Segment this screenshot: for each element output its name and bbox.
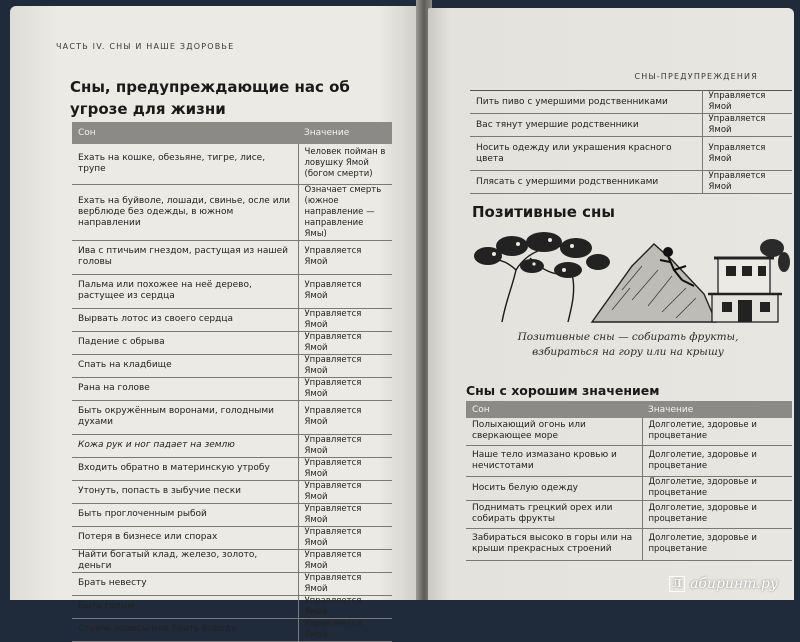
- table-row: [72, 480, 392, 503]
- column-header-meaning: Значение: [298, 122, 392, 144]
- meaning-cell: Управляется Ямой: [298, 480, 392, 503]
- dream-cell: Ива с птичьим гнездом, растущая из нашей головы: [72, 240, 298, 274]
- dream-cell: Падение с обрыва: [72, 331, 298, 354]
- meaning-cell: Управляется Ямой: [702, 171, 792, 194]
- right-page: [428, 8, 794, 600]
- dream-cell: Наше тело измазано кровью и нечистотами: [466, 445, 642, 476]
- dream-cell: Кожа рук и ног падает на землю: [72, 434, 298, 457]
- illustration-tree-mountain-house-icon: [472, 230, 790, 326]
- positive-dreams-title: Позитивные сны: [472, 203, 615, 221]
- dream-cell: Забираться высоко в горы или на крыши прекрасных строений: [466, 528, 642, 560]
- dream-cell: Найти богатый клад, железо, золото, деньги: [72, 549, 298, 572]
- table-row: [72, 549, 392, 572]
- column-header-meaning: Значение: [642, 401, 792, 418]
- meaning-cell: Долголетие, здоровье и процветание: [642, 476, 792, 500]
- good-dreams-title: Сны с хорошим значением: [466, 383, 660, 398]
- table-row: [466, 528, 792, 560]
- column-header-dream: Сон: [466, 401, 642, 418]
- table-row: [72, 184, 392, 240]
- running-head-right: СНЫ-ПРЕДУПРЕЖДЕНИЯ: [634, 72, 758, 81]
- meaning-cell: Долголетие, здоровье и процветание: [642, 500, 792, 528]
- table-row: [72, 572, 392, 595]
- good-dreams-table: [466, 401, 792, 561]
- table-row: [470, 171, 792, 194]
- meaning-cell: Управляется Ямой: [298, 377, 392, 400]
- labirint-logo-icon: Л: [669, 576, 685, 592]
- dream-cell: Быть голым: [72, 595, 298, 618]
- dream-cell: Стричь волосы или брить бороду: [72, 618, 298, 641]
- table-row: [72, 400, 392, 434]
- table-row: [72, 144, 392, 184]
- illustration-caption: [468, 330, 788, 360]
- meaning-cell: Управляется Ямой: [298, 618, 392, 641]
- table-row: [466, 500, 792, 528]
- labirint-watermark: [669, 576, 778, 592]
- table-row: [470, 91, 792, 114]
- column-header-dream: Сон: [72, 122, 298, 144]
- dream-cell: Рана на голове: [72, 377, 298, 400]
- meaning-cell: Долголетие, здоровье и процветание: [642, 528, 792, 560]
- dream-cell: Пальма или похожее на неё дерево, растущее из сердца: [72, 274, 298, 308]
- meaning-cell: Управляется Ямой: [298, 400, 392, 434]
- caption-line-2: взбираться на гору или на крышу: [532, 346, 724, 358]
- meaning-cell: Управляется Ямой: [298, 457, 392, 480]
- table-row: [72, 354, 392, 377]
- dream-cell: Быть проглоченным рыбой: [72, 503, 298, 526]
- meaning-cell: Долголетие, здоровье и процветание: [642, 418, 792, 445]
- meaning-cell: Управляется Ямой: [298, 308, 392, 331]
- meaning-cell: Долголетие, здоровье и процветание: [642, 445, 792, 476]
- table-row: [72, 503, 392, 526]
- meaning-cell: Управляется Ямой: [298, 331, 392, 354]
- dream-cell: Пить пиво с умершими родственниками: [470, 91, 702, 114]
- dream-cell: Ехать на кошке, обезьяне, тигре, лисе, трупе: [72, 144, 298, 184]
- table-row: [466, 418, 792, 445]
- watermark-text: абиринт.ру: [690, 576, 778, 592]
- meaning-cell: Управляется Ямой: [298, 274, 392, 308]
- meaning-cell: Управляется Ямой: [298, 240, 392, 274]
- table-row: [466, 445, 792, 476]
- dream-cell: Вас тянут умершие родственники: [470, 114, 702, 137]
- table-row: [466, 476, 792, 500]
- meaning-cell: Управляется Ямой: [298, 434, 392, 457]
- warning-dreams-table-continued: [470, 90, 792, 194]
- meaning-cell: Человек пойман в ловушку Ямой (богом смерти): [298, 144, 392, 184]
- dream-cell: Брать невесту: [72, 572, 298, 595]
- dream-cell: Ехать на буйволе, лошади, свинье, осле или верблюде без одежды, в южном направлении: [72, 184, 298, 240]
- meaning-cell: Управляется Ямой: [298, 526, 392, 549]
- meaning-cell: Управляется Ямой: [298, 549, 392, 572]
- left-section-title: Сны, предупреждающие нас об угрозе для жизни: [70, 78, 350, 118]
- table-row: [72, 457, 392, 480]
- table-row: [72, 434, 392, 457]
- meaning-cell: Управляется Ямой: [702, 91, 792, 114]
- table-row: [470, 114, 792, 137]
- dream-cell: Носить одежду или украшения красного цвета: [470, 137, 702, 171]
- meaning-cell: Управляется Ямой: [298, 572, 392, 595]
- dream-cell: Входить обратно в материнскую утробу: [72, 457, 298, 480]
- dream-cell: Поднимать грецкий орех или собирать фрукты: [466, 500, 642, 528]
- meaning-cell: Управляется Ямой: [298, 503, 392, 526]
- table-row: [72, 618, 392, 641]
- running-head-left: ЧАСТЬ IV. СНЫ И НАШЕ ЗДОРОВЬЕ: [56, 42, 235, 51]
- table-row: [72, 308, 392, 331]
- meaning-cell: Управляется Ямой: [298, 595, 392, 618]
- table-row: [470, 137, 792, 171]
- caption-line-1: Позитивные сны — собирать фрукты,: [517, 331, 739, 343]
- dream-cell: Утонуть, попасть в зыбучие пески: [72, 480, 298, 503]
- dream-cell: Носить белую одежду: [466, 476, 642, 500]
- meaning-cell: Управляется Ямой: [702, 137, 792, 171]
- meaning-cell: Означает смерть (южное направление — направление Ямы): [298, 184, 392, 240]
- left-page: [10, 6, 420, 640]
- table-row: [72, 377, 392, 400]
- dream-cell: Плясать с умершими родственниками: [470, 171, 702, 194]
- meaning-cell: Управляется Ямой: [702, 114, 792, 137]
- table-row: [72, 595, 392, 618]
- table-row: [72, 274, 392, 308]
- table-row: [72, 331, 392, 354]
- dream-cell: Вырвать лотос из своего сердца: [72, 308, 298, 331]
- dream-cell: Полыхающий огонь или сверкающее море: [466, 418, 642, 445]
- dream-cell: Потеря в бизнесе или спорах: [72, 526, 298, 549]
- dream-cell: Спать на кладбище: [72, 354, 298, 377]
- table-row: [72, 240, 392, 274]
- warning-dreams-table: [72, 122, 392, 642]
- meaning-cell: Управляется Ямой: [298, 354, 392, 377]
- dream-cell: Быть окружённым воронами, голодными духами: [72, 400, 298, 434]
- table-row: [72, 526, 392, 549]
